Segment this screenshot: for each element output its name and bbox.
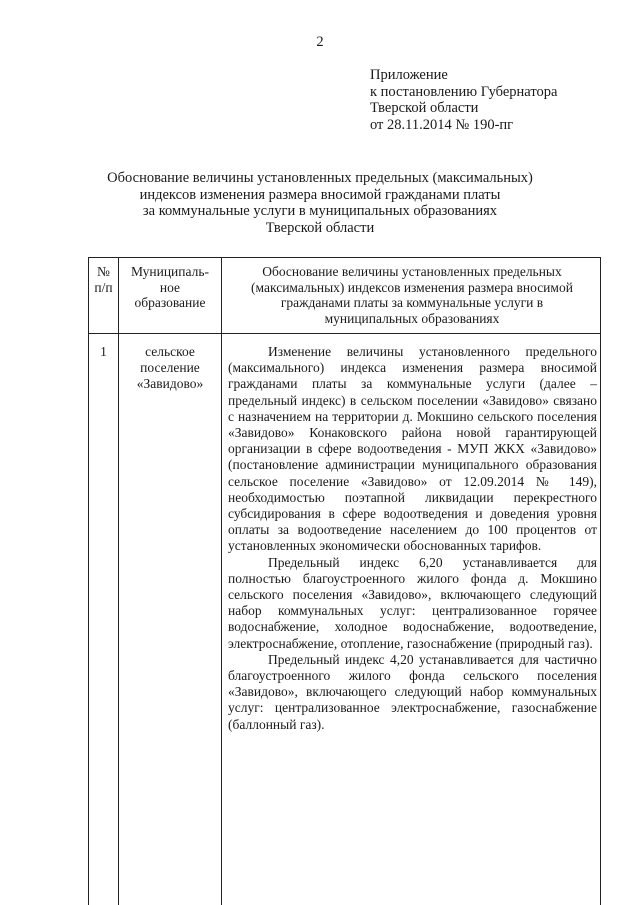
header-municipality-line: Муниципаль- [130,264,210,279]
justification-table [88,257,601,905]
table-header-divider [89,333,600,334]
row-municipality-line: сельское [145,344,195,359]
header-basis-line: муниципальных образованиях [324,310,500,326]
basis-paragraph: Предельный индекс 6,20 устанавливается для полностью благоустроенного жилого фонда д. Мокшино сельского поселения «Завидово», включающего следующий набор коммунальных услуг: централизованное горячее водоснабжение, холодное водоснабжение, водоотведение, электроснабжение, отопление, газоснабжение (природный газ). [228,554,597,651]
appendix-line: к постановлению Губернатора [370,83,558,100]
title-line: за коммунальные услуги в муниципальных образованиях [142,203,498,219]
header-municipality-line: образование [134,295,206,310]
header-number-line: п/п [94,279,113,295]
document-title [60,170,580,236]
row-basis-text [228,344,597,733]
row-municipality-line: «Завидово» [136,376,204,391]
table-column-divider [221,258,222,905]
header-basis-line: Обоснование величины установленных предельных [262,264,562,279]
page-number: 2 [316,34,324,50]
header-municipality [119,264,221,311]
title-line: индексов изменения размера вносимой гражданами платы [139,186,501,203]
row-number: 1 [100,344,107,359]
basis-paragraph: Изменение величины установленного предельного (максимального) индекса изменения размера вносимой гражданами платы за коммунальные услуги (далее – предельный индекс) в сельском поселении «Завидово» связано с назначением на территории д. Мокшино сельского поселения «Завидово» Конаковского района новой гарантирующей организации в сфере водоотведения - МУП ЖКХ «Завидово» (постановление администрации муниципального образования сельское поселение «Завидово» от 12.09.2014 № 149), необходимостью поэтапной ликвидации перекрестного субсидирования в сфере водоотведения и доведения уровня оплаты за водоотведение населением до 100 процентов от установленных экономически обоснованных тарифов. [228,344,597,554]
appendix-block [370,67,630,133]
title-line: Тверской области [265,219,375,236]
row-municipality [119,344,221,392]
title-line: Обоснование величины установленных предельных (максимальных) [107,170,533,186]
basis-paragraph: Предельный индекс 4,20 устанавливается для частично благоустроенного жилого фонда сельского поселения «Завидово», включающего следующий набор коммунальных услуг: централизованное электроснабжение, газоснабжение (баллонный газ). [228,651,597,732]
appendix-line: от 28.11.2014 № 190-пг [370,116,514,133]
header-municipality-line: ное [159,279,181,295]
row-municipality-line: поселение [140,360,200,375]
header-basis-line: гражданами платы за коммунальные услуги в [280,295,544,310]
header-basis [227,264,597,326]
header-number-line: № [97,264,110,279]
appendix-line: Тверской области [370,100,479,116]
appendix-line: Приложение [370,67,448,83]
header-basis-line: (максимальных) индексов изменения размера вносимой [251,279,573,295]
header-number [89,264,118,295]
